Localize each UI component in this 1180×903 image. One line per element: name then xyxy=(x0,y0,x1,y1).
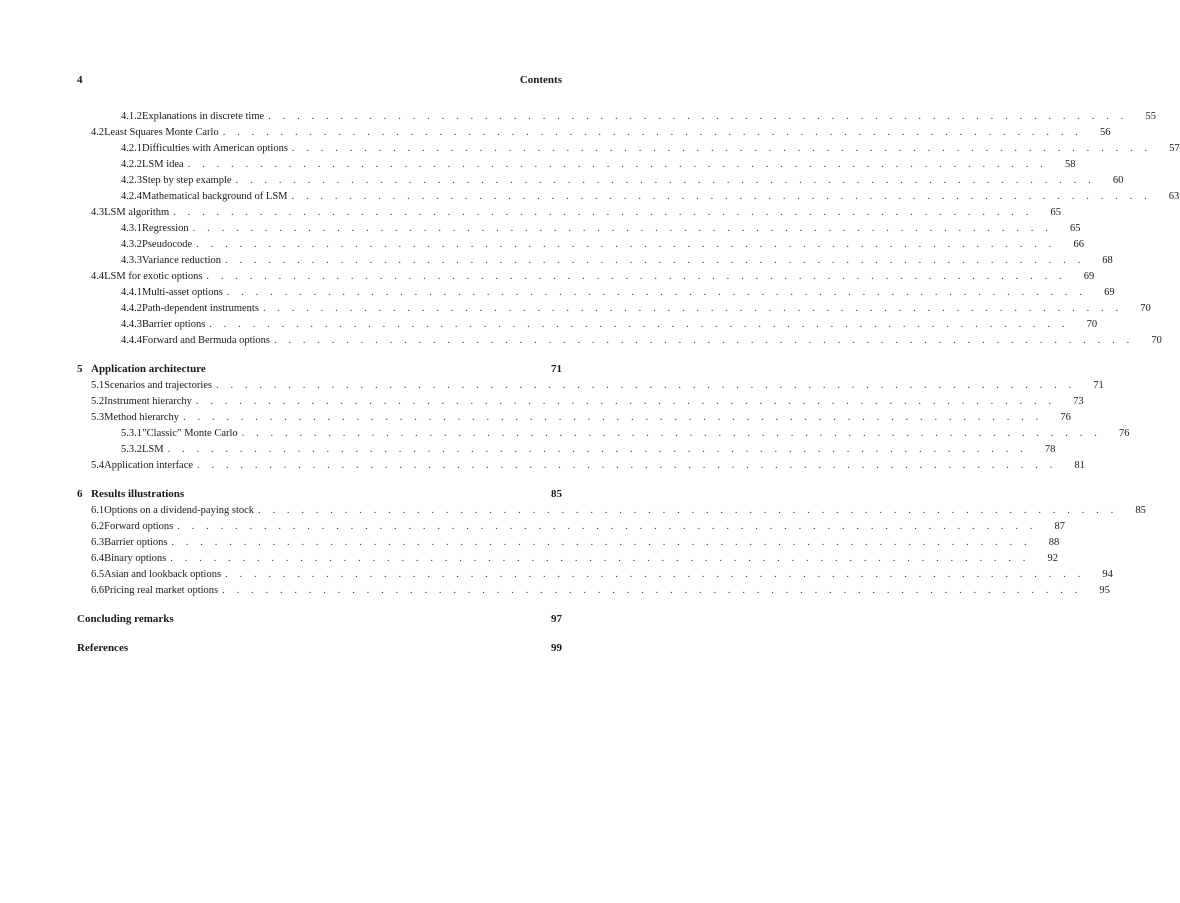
toc-entry-number: 4.2.3 xyxy=(121,175,142,186)
toc-subsection-entry[interactable] xyxy=(77,442,1056,458)
toc-entry-title: Multi-asset options xyxy=(142,287,223,298)
toc-dot-leader: . . . . . . . . . . . . . . . . . . . . . . . . . . . . . . . . . . . . . . . . . . . . . . . . . . . . . . . . . . . . xyxy=(226,287,1087,298)
toc-entry-number: 4.3.2 xyxy=(121,239,142,250)
toc-chapter-title: Concluding remarks xyxy=(77,613,174,625)
toc-entry-number: 6.2 xyxy=(91,521,105,532)
toc-entry-number: 4.3.3 xyxy=(121,255,142,266)
toc-subsection-entry[interactable] xyxy=(77,426,1130,442)
toc-dot-leader: . . . . . . . . . . . . . . . . . . . . . . . . . . . . . . . . . . . . . . . . . . . . . . . . . . . . . . . . . . . . xyxy=(258,505,1118,516)
toc-page-number: 55 xyxy=(1145,111,1156,122)
toc-section-entry[interactable] xyxy=(77,535,1060,551)
toc-entry-number: 6.6 xyxy=(91,585,105,596)
toc-entry-title: LSM algorithm xyxy=(104,207,170,218)
toc-section-entry[interactable] xyxy=(77,583,1110,599)
toc-page-number: 97 xyxy=(551,613,562,625)
toc-page-number: 92 xyxy=(1047,553,1059,564)
toc-dot-leader: . . . . . . . . . . . . . . . . . . . . . . . . . . . . . . . . . . . . . . . . . . . . . . . . . . . . . . . . . . . . xyxy=(187,159,1048,170)
toc-entry-title: LSM for exotic options xyxy=(104,271,203,282)
toc-entry-title: Binary options xyxy=(104,553,167,564)
toc-entry-title: Barrier options xyxy=(142,319,206,330)
toc-page-number: 85 xyxy=(1135,505,1146,516)
toc-entry-title: Barrier options xyxy=(104,537,168,548)
toc-dot-leader: . . . . . . . . . . . . . . . . . . . . . . . . . . . . . . . . . . . . . . . . . . . . . . . . . . . . . . . . . . . . xyxy=(291,191,1152,202)
toc-page-number: 88 xyxy=(1048,537,1060,548)
toc-subsection-entry[interactable] xyxy=(77,317,1098,333)
toc-section-entry[interactable] xyxy=(77,125,1111,141)
toc-entry-number: 4.1.2 xyxy=(121,111,142,122)
toc-page-number: 70 xyxy=(1086,319,1098,330)
toc-entry-number: 5.3.2 xyxy=(121,444,142,455)
toc-entry-number: 4.2.4 xyxy=(121,191,142,202)
running-head xyxy=(77,74,562,86)
toc-dot-leader: . . . . . . . . . . . . . . . . . . . . . . . . . . . . . . . . . . . . . . . . . . . . . . . . . . . . . . . . . . . . xyxy=(183,412,1043,423)
toc-page-number: 73 xyxy=(1073,396,1084,407)
toc-subsection-entry[interactable] xyxy=(77,237,1084,253)
toc-subsection-entry[interactable] xyxy=(77,189,1180,205)
toc-entry-number: 5.1 xyxy=(91,380,105,391)
toc-dot-leader: . . . . . . . . . . . . . . . . . . . . . . . . . . . . . . . . . . . . . . . . . . . . . . . . . . . . . . . . . . . . xyxy=(225,569,1085,580)
toc-entry-title: Forward options xyxy=(104,521,174,532)
toc-entry-title: Options on a dividend-paying stock xyxy=(104,505,255,516)
toc-chapter-entry[interactable] xyxy=(77,640,562,657)
toc-entry-number: 4.4 xyxy=(91,271,105,282)
toc-section-entry[interactable] xyxy=(77,551,1059,567)
toc-dot-leader: . . . . . . . . . . . . . . . . . . . . . . . . . . . . . . . . . . . . . . . . . . . . . . . . . . . . . . . . . . . . xyxy=(235,175,1096,186)
toc-entry-title: Least Squares Monte Carlo xyxy=(104,127,219,138)
toc-entry-number: 5.3.1 xyxy=(121,428,142,439)
toc-subsection-entry[interactable] xyxy=(77,221,1081,237)
header-section-title: Contents xyxy=(519,74,562,86)
toc-entry-number: 4.4.3 xyxy=(121,319,142,330)
toc-page-number: 76 xyxy=(1060,412,1071,423)
toc-dot-leader: . . . . . . . . . . . . . . . . . . . . . . . . . . . . . . . . . . . . . . . . . . . . . . . . . . . . . . . . . . . . xyxy=(274,335,1134,346)
toc-page-number: 70 xyxy=(1151,335,1162,346)
toc-dot-leader: . . . . . . . . . . . . . . . . . . . . . . . . . . . . . . . . . . . . . . . . . . . . . . . . . . . . . . . . . . . . xyxy=(192,223,1053,234)
toc-page-number: 66 xyxy=(1073,239,1084,250)
toc-section-entry[interactable] xyxy=(77,410,1071,426)
toc-dot-leader: . . . . . . . . . . . . . . . . . . . . . . . . . . . . . . . . . . . . . . . . . . . . . . . . . . . . . . . . . . . . xyxy=(268,111,1128,122)
toc-entry-number: 5.2 xyxy=(91,396,105,407)
toc-dot-leader: . . . . . . . . . . . . . . . . . . . . . . . . . . . . . . . . . . . . . . . . . . . . . . . . . . . . . . . . . . . . xyxy=(171,537,1032,548)
toc-section-entry[interactable] xyxy=(77,567,1113,583)
toc-entry-title: Path-dependent instruments xyxy=(142,303,259,314)
toc-subsection-entry[interactable] xyxy=(77,157,1076,173)
toc-entry-title: Regression xyxy=(142,223,189,234)
toc-entry-title: Forward and Bermuda options xyxy=(142,335,271,346)
toc-dot-leader: . . . . . . . . . . . . . . . . . . . . . . . . . . . . . . . . . . . . . . . . . . . . . . . . . . . . . . . . . . . . xyxy=(170,553,1031,564)
toc-page-number: 85 xyxy=(551,488,562,500)
toc-page-number: 76 xyxy=(1118,428,1130,439)
toc-subsection-entry[interactable] xyxy=(77,173,1124,189)
toc-chapter-title: Application architecture xyxy=(91,363,206,375)
toc-dot-leader: . . . . . . . . . . . . . . . . . . . . . . . . . . . . . . . . . . . . . . . . . . . . . . . . . . . . . . . . . . . . xyxy=(291,143,1152,154)
toc-page-number: 81 xyxy=(1074,460,1085,471)
toc-entry-number: 4.4.2 xyxy=(121,303,142,314)
toc-page-number: 60 xyxy=(1112,175,1124,186)
toc-subsection-entry[interactable] xyxy=(77,285,1115,301)
toc-entry-number: 4.2.2 xyxy=(121,159,142,170)
toc-chapter-title: References xyxy=(77,642,129,654)
toc-page-number: 87 xyxy=(1054,521,1066,532)
toc-entry-number: 5.4 xyxy=(91,460,105,471)
toc-dot-leader: . . . . . . . . . . . . . . . . . . . . . . . . . . . . . . . . . . . . . . . . . . . . . . . . . . . . . . . . . . . . xyxy=(167,444,1028,455)
toc-page-number: 78 xyxy=(1044,444,1056,455)
toc-chapter-title: Results illustrations xyxy=(91,488,185,500)
toc-page-number: 70 xyxy=(1140,303,1151,314)
toc-entry-title: Explanations in discrete time xyxy=(142,111,265,122)
toc-dot-leader: . . . . . . . . . . . . . . . . . . . . . . . . . . . . . . . . . . . . . . . . . . . . . . . . . . . . . . . . . . . . xyxy=(209,319,1070,330)
toc-entry-number: 4.2.1 xyxy=(121,143,142,154)
toc-section-entry[interactable] xyxy=(77,269,1095,285)
toc-page-number: 69 xyxy=(1104,287,1115,298)
toc-dot-leader: . . . . . . . . . . . . . . . . . . . . . . . . . . . . . . . . . . . . . . . . . . . . . . . . . . . . . . . . . . . . xyxy=(173,207,1033,218)
toc-entry-title: Asian and lookback options xyxy=(104,569,222,580)
toc-dot-leader: . . . . . . . . . . . . . . . . . . . . . . . . . . . . . . . . . . . . . . . . . . . . . . . . . . . . . . . . . . . . xyxy=(177,521,1038,532)
toc-entry-number: 6.1 xyxy=(91,505,105,516)
toc-section-entry[interactable] xyxy=(77,378,1104,394)
toc-page-number: 68 xyxy=(1102,255,1113,266)
toc-entry-number: 4.2 xyxy=(91,127,105,138)
toc-dot-leader: . . . . . . . . . . . . . . . . . . . . . . . . . . . . . . . . . . . . . . . . . . . . . . . . . . . . . . . . . . . . xyxy=(241,428,1102,439)
toc-subsection-entry[interactable] xyxy=(77,301,1151,317)
toc-section-entry[interactable] xyxy=(77,519,1066,535)
toc-entry-number: 6.5 xyxy=(91,569,105,580)
toc-entry-number: 6.4 xyxy=(91,553,105,564)
toc-entry-title: Variance reduction xyxy=(142,255,222,266)
toc-entry-title: Pseudocode xyxy=(142,239,193,250)
toc-entry-number: 6.3 xyxy=(91,537,105,548)
toc-chapter-number: 5 xyxy=(77,363,83,375)
toc-page-number: 71 xyxy=(1093,380,1104,391)
toc-dot-leader: . . . . . . . . . . . . . . . . . . . . . . . . . . . . . . . . . . . . . . . . . . . . . . . . . . . . . . . . . . . . xyxy=(197,460,1057,471)
toc-section-entry[interactable] xyxy=(77,458,1085,474)
toc-subsection-entry[interactable] xyxy=(77,333,1162,349)
toc-entry-title: ”Classic” Monte Carlo xyxy=(142,428,238,439)
toc-page-number: 63 xyxy=(1168,191,1180,202)
toc-subsection-entry[interactable] xyxy=(77,141,1180,157)
toc-entry-number: 4.4.4 xyxy=(121,335,142,346)
toc-entry-title: LSM xyxy=(142,444,164,455)
toc-page-number: 65 xyxy=(1069,223,1081,234)
toc-section-entry[interactable] xyxy=(77,394,1084,410)
toc-dot-leader: . . . . . . . . . . . . . . . . . . . . . . . . . . . . . . . . . . . . . . . . . . . . . . . . . . . . . . . . . . . . xyxy=(206,271,1067,282)
toc-entry-number: 5.3 xyxy=(91,412,105,423)
toc-entry-title: LSM idea xyxy=(142,159,184,170)
toc-section-entry[interactable] xyxy=(77,503,1146,519)
toc-page-number: 95 xyxy=(1099,585,1110,596)
toc-dot-leader: . . . . . . . . . . . . . . . . . . . . . . . . . . . . . . . . . . . . . . . . . . . . . . . . . . . . . . . . . . . . xyxy=(196,239,1056,250)
toc-entry-title: Difficulties with American options xyxy=(142,143,288,154)
toc-entry-title: Step by step example xyxy=(142,175,232,186)
toc-page-number: 69 xyxy=(1083,271,1095,282)
toc-dot-leader: . . . . . . . . . . . . . . . . . . . . . . . . . . . . . . . . . . . . . . . . . . . . . . . . . . . . . . . . . . . . xyxy=(262,303,1123,314)
toc-chapter-entry[interactable] xyxy=(77,361,562,378)
toc-page-number: 99 xyxy=(551,642,562,654)
toc-chapter-entry[interactable] xyxy=(77,611,562,628)
toc-dot-leader: . . . . . . . . . . . . . . . . . . . . . . . . . . . . . . . . . . . . . . . . . . . . . . . . . . . . . . . . . . . . xyxy=(216,380,1076,391)
toc-entry-title: Instrument hierarchy xyxy=(104,396,192,407)
toc-entry-number: 4.4.1 xyxy=(121,287,142,298)
toc-subsection-entry[interactable] xyxy=(77,253,1113,269)
toc-entry-title: Pricing real market options xyxy=(104,585,219,596)
toc-entry-title: Method hierarchy xyxy=(104,412,180,423)
toc-page-number: 56 xyxy=(1100,127,1111,138)
toc-dot-leader: . . . . . . . . . . . . . . . . . . . . . . . . . . . . . . . . . . . . . . . . . . . . . . . . . . . . . . . . . . . . xyxy=(222,585,1082,596)
toc-dot-leader: . . . . . . . . . . . . . . . . . . . . . . . . . . . . . . . . . . . . . . . . . . . . . . . . . . . . . . . . . . . . xyxy=(225,255,1085,266)
toc-page-number: 71 xyxy=(551,363,562,375)
toc-page-number: 65 xyxy=(1050,207,1061,218)
toc-page-number: 57 xyxy=(1169,143,1180,154)
toc-dot-leader: . . . . . . . . . . . . . . . . . . . . . . . . . . . . . . . . . . . . . . . . . . . . . . . . . . . . . . . . . . . . xyxy=(195,396,1056,407)
toc-chapter-number: 6 xyxy=(77,488,83,500)
toc-section-entry[interactable] xyxy=(77,205,1061,221)
toc-entry-number: 4.3.1 xyxy=(121,223,142,234)
toc-dot-leader: . . . . . . . . . . . . . . . . . . . . . . . . . . . . . . . . . . . . . . . . . . . . . . . . . . . . . . . . . . . . xyxy=(222,127,1083,138)
toc-page-number: 58 xyxy=(1064,159,1076,170)
header-page-number: 4 xyxy=(77,74,83,86)
toc-entry-title: Application interface xyxy=(104,460,194,471)
toc-entry-title: Mathematical background of LSM xyxy=(142,191,288,202)
toc-subsection-entry[interactable] xyxy=(77,109,1156,125)
toc-entry-number: 4.3 xyxy=(91,207,105,218)
table-of-contents xyxy=(77,109,1180,657)
toc-chapter-entry[interactable] xyxy=(77,486,562,503)
toc-page-number: 94 xyxy=(1102,569,1113,580)
toc-entry-title: Scenarios and trajectories xyxy=(104,380,212,391)
